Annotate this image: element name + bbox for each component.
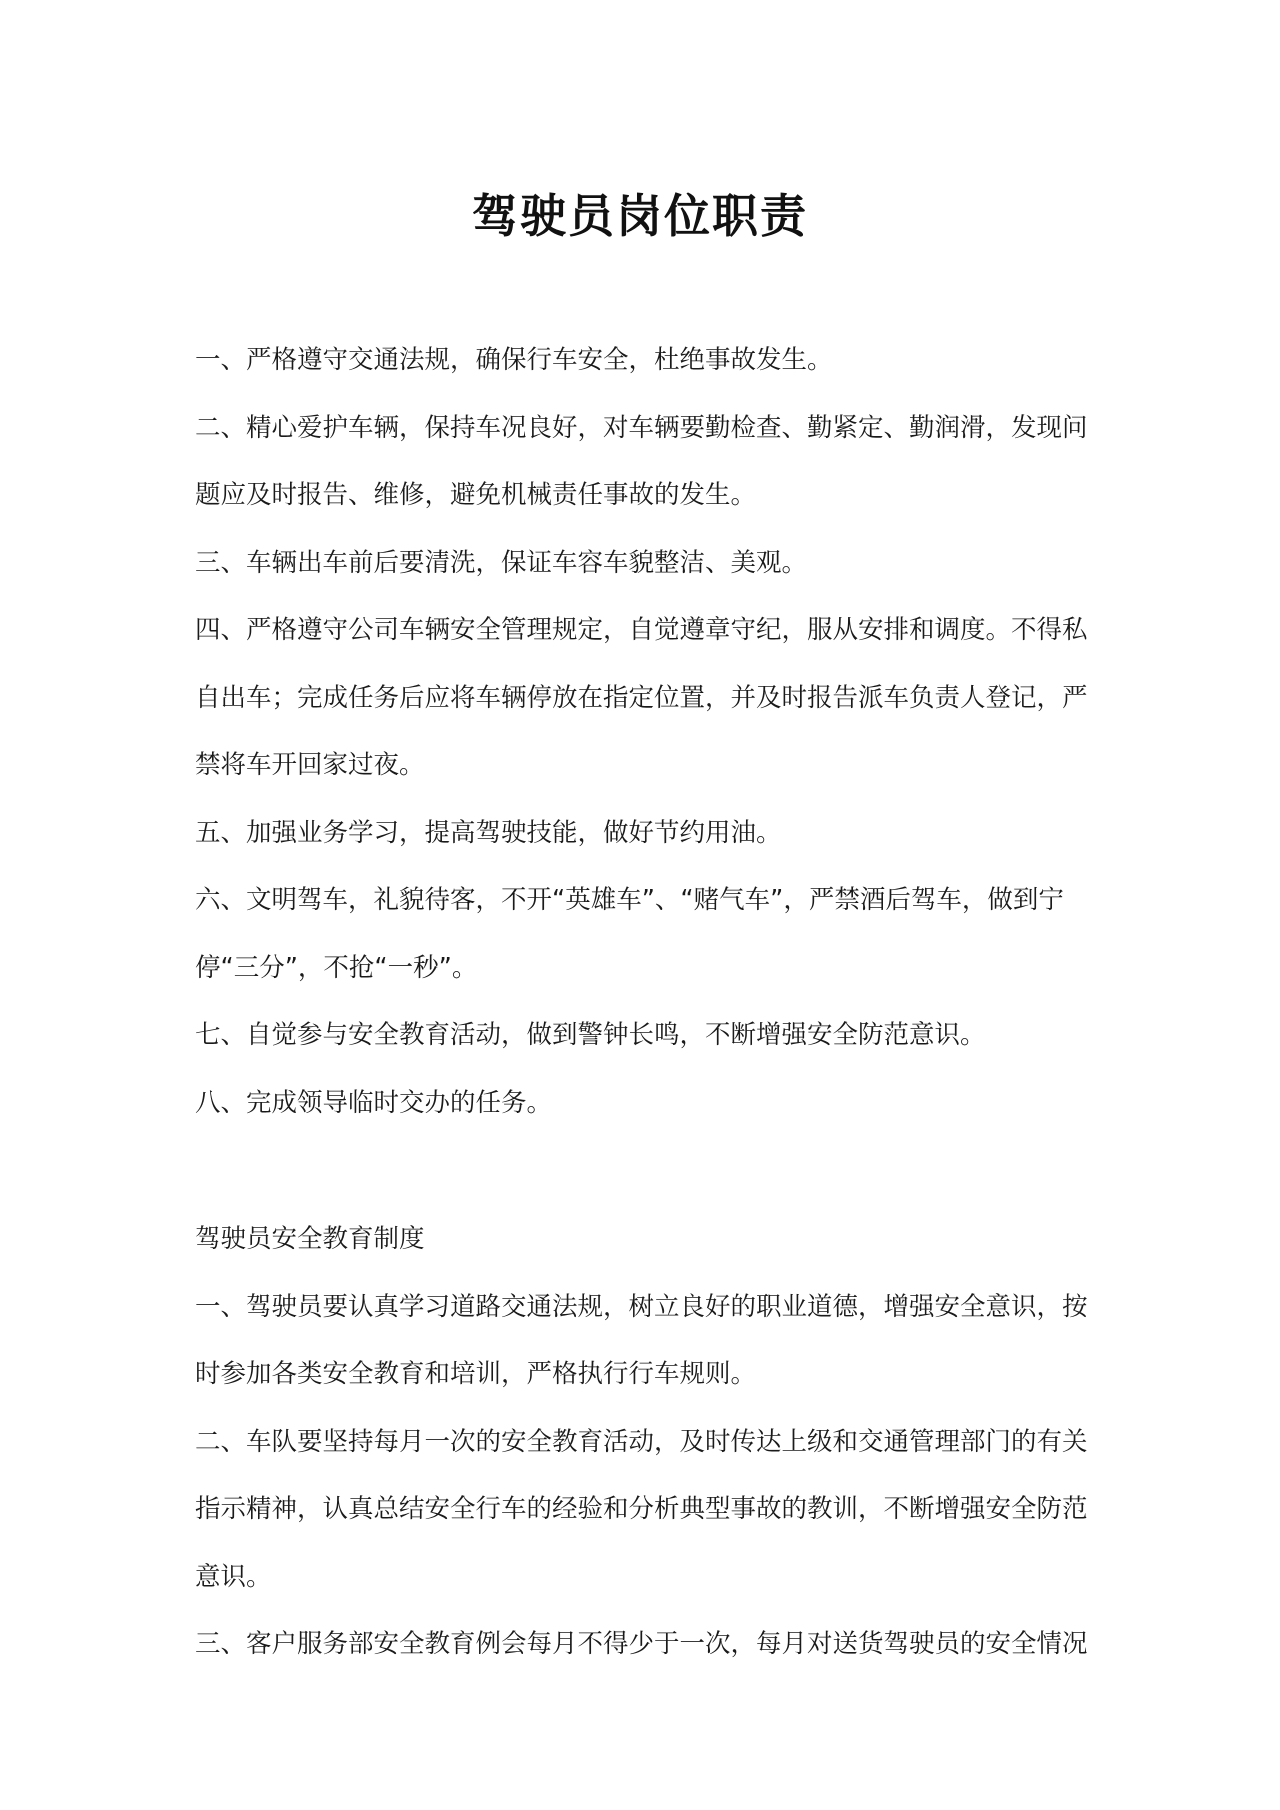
text-line: 意识。 bbox=[195, 1561, 272, 1592]
text-line: 一、严格遵守交通法规，确保行车安全，杜绝事故发生。 bbox=[195, 345, 833, 375]
text-line: 三、客户服务部安全教育例会每月不得少于一次，每月对送货驾驶员的安全情况 bbox=[195, 1629, 1088, 1659]
text-line: 一、驾驶员要认真学习道路交通法规，树立良好的职业道德，增强安全意识，按 bbox=[195, 1291, 1088, 1322]
text-line: 停“三分”，不抢“一秒”。 bbox=[195, 952, 478, 983]
text-line: 二、精心爱护车辆，保持车况良好，对车辆要勤检查、勤紧定、勤润滑，发现问 bbox=[195, 412, 1088, 443]
text-line: 禁将车开回家过夜。 bbox=[195, 750, 425, 780]
text-line: 八、完成领导临时交办的任务。 bbox=[195, 1087, 553, 1118]
text-line: 时参加各类安全教育和培训，严格执行行车规则。 bbox=[195, 1359, 757, 1389]
document-title: 驾驶员岗位职责 bbox=[472, 189, 808, 243]
text-line: 三、车辆出车前后要清洗，保证车容车貌整洁、美观。 bbox=[195, 547, 808, 578]
text-line: 五、加强业务学习，提高驾驶技能，做好节约用油。 bbox=[195, 817, 782, 848]
text-line: 指示精神，认真总结安全行车的经验和分析典型事故的教训，不断增强安全防范 bbox=[195, 1494, 1088, 1524]
text-line: 四、严格遵守公司车辆安全管理规定，自觉遵章守纪，服从安排和调度。不得私 bbox=[195, 615, 1088, 645]
text-line: 六、文明驾车，礼貌待客，不开“英雄车”、“赌气车”，严禁酒后驾车，做到宁 bbox=[195, 885, 1064, 915]
text-line: 二、车队要坚持每月一次的安全教育活动，及时传达上级和交通管理部门的有关 bbox=[195, 1426, 1088, 1457]
section-heading: 驾驶员安全教育制度 bbox=[195, 1224, 425, 1254]
text-line: 自出车；完成任务后应将车辆停放在指定位置，并及时报告派车负责人登记，严 bbox=[195, 682, 1088, 713]
text-line: 七、自觉参与安全教育活动，做到警钟长鸣，不断增强安全防范意识。 bbox=[195, 1020, 986, 1050]
text-line: 题应及时报告、维修，避免机械责任事故的发生。 bbox=[195, 480, 757, 510]
